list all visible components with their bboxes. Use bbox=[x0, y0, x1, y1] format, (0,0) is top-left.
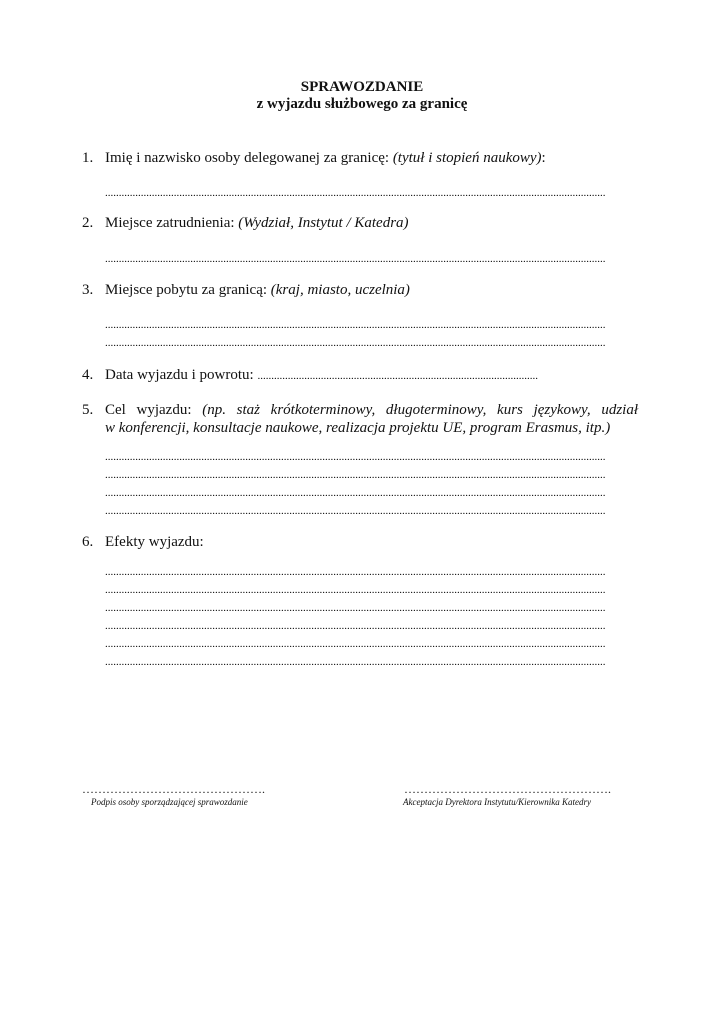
fill-line[interactable]: ...................................................................................................................................................................................... bbox=[105, 319, 606, 331]
fill-line[interactable]: ...................................................................................................................................................................................... bbox=[105, 505, 606, 517]
item-hint: (Wydział, Instytut / Katedra) bbox=[238, 215, 409, 231]
item-hint: (tytuł i stopień naukowy) bbox=[392, 150, 542, 166]
fill-line[interactable]: ...................................................................................................................................................................................... bbox=[105, 187, 606, 199]
document-subtitle: z wyjazdu służbowego za granicę bbox=[256, 96, 468, 112]
item-label: Imię i nazwisko osoby delegowanej za granicę: (tytuł i stopień naukowy): bbox=[105, 150, 546, 166]
fill-line[interactable]: ...................................................................................................... bbox=[257, 370, 538, 382]
fill-line[interactable]: ...................................................................................................................................................................................... bbox=[105, 337, 606, 349]
signature-label-author: Podpis osoby sporządzającej sprawozdanie bbox=[91, 797, 248, 807]
item-hint: (kraj, miasto, uczelnia) bbox=[270, 282, 410, 298]
fill-line[interactable]: ...................................................................................................................................................................................... bbox=[105, 487, 606, 499]
item-label: Miejsce pobytu za granicą: (kraj, miasto, uczelnia) bbox=[105, 282, 410, 298]
fill-line[interactable]: ...................................................................................................................................................................................... bbox=[105, 656, 606, 668]
item-number: 3. bbox=[82, 282, 94, 298]
item-label: Miejsce zatrudnienia: (Wydział, Instytut / Katedra) bbox=[105, 215, 409, 231]
document-title: SPRAWOZDANIE bbox=[300, 79, 424, 95]
fill-line[interactable]: ...................................................................................................................................................................................... bbox=[105, 253, 606, 265]
item-hint-continued: w konferencji, konsultacje naukowe, realizacja projektu UE, program Erasmus, itp.) bbox=[105, 420, 611, 436]
item-label: Cel wyjazdu: (np. staż krótkoterminowy, długoterminowy, kurs językowy, udział w konferencji, konsultacje naukowe, realizacja projektu UE, program Erasmus, itp.) bbox=[105, 402, 638, 436]
fill-line[interactable]: ...................................................................................................................................................................................... bbox=[105, 451, 606, 463]
item-number: 6. bbox=[82, 534, 94, 550]
fill-line[interactable]: ...................................................................................................................................................................................... bbox=[105, 584, 606, 596]
item-hint: (np. staż krótkoterminowy, długoterminowy, kurs językowy, udział bbox=[202, 402, 638, 418]
item-number: 5. bbox=[82, 402, 94, 418]
signature-line-author[interactable]: ………………………………………. bbox=[82, 782, 265, 796]
item-number: 4. bbox=[82, 367, 94, 383]
item-number: 1. bbox=[82, 150, 94, 166]
item-label: Efekty wyjazdu: bbox=[105, 534, 204, 550]
fill-line[interactable]: ...................................................................................................................................................................................... bbox=[105, 566, 606, 578]
signature-label-approval: Akceptacja Dyrektora Instytutu/Kierownika Katedry bbox=[403, 797, 592, 807]
item-label: Data wyjazdu i powrotu: ...................................................................................................... bbox=[105, 367, 538, 383]
fill-line[interactable]: ...................................................................................................................................................................................... bbox=[105, 620, 606, 632]
item-number: 2. bbox=[82, 215, 94, 231]
signature-line-approval[interactable]: ……………………………………………. bbox=[404, 782, 611, 796]
fill-line[interactable]: ...................................................................................................................................................................................... bbox=[105, 638, 606, 650]
fill-line[interactable]: ...................................................................................................................................................................................... bbox=[105, 602, 606, 614]
fill-line[interactable]: ...................................................................................................................................................................................... bbox=[105, 469, 606, 481]
